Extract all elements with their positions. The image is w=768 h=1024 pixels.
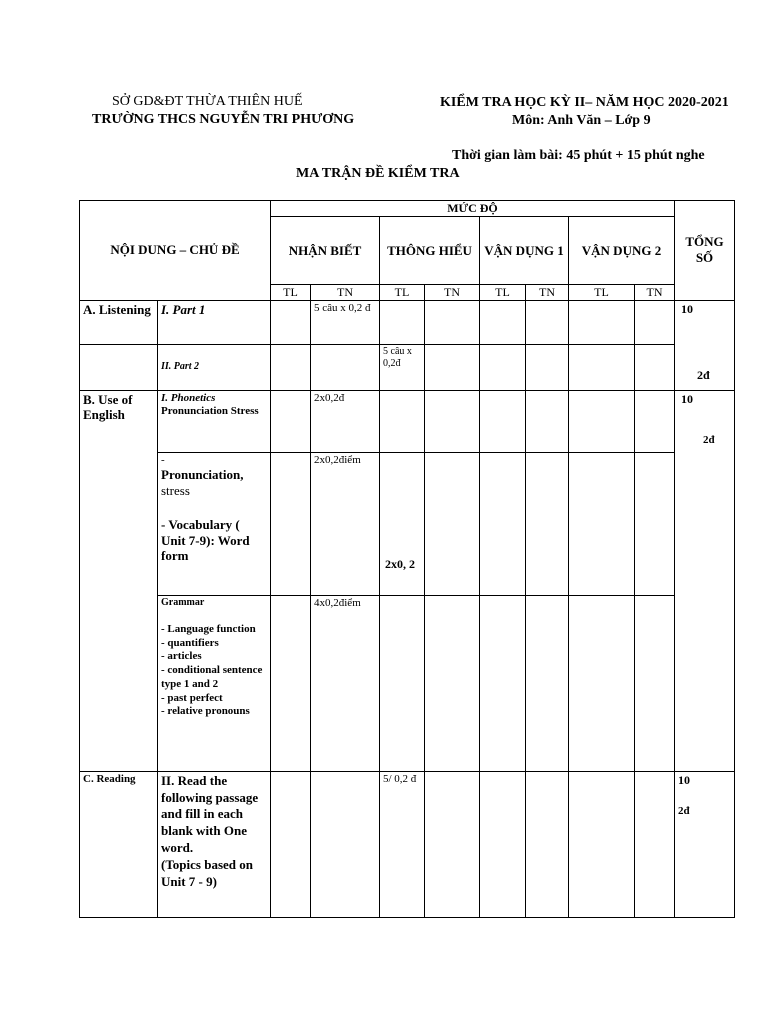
- cell-grammar-nb-tn: 4x0,2điểm: [311, 595, 380, 771]
- cell-vocab-nb-tn: 2x0,2điểm: [311, 452, 380, 595]
- cell-empty: [271, 344, 311, 390]
- cell-empty: [480, 771, 526, 917]
- total-english-count: 10: [681, 391, 693, 406]
- cell-empty: [380, 300, 425, 344]
- exam-title: KIỂM TRA HỌC KỲ II– NĂM HỌC 2020-2021: [440, 95, 729, 110]
- cell-empty: [271, 452, 311, 595]
- grammar-items: - Language function - quantifiers - articles - conditional sentence type 1 and 2 - past perfect - relative pronouns: [161, 622, 263, 718]
- sub-header-tn: TN: [311, 285, 380, 301]
- section-reading: C. Reading: [80, 771, 158, 917]
- cell-empty: [425, 452, 480, 595]
- cell-empty: [526, 771, 569, 917]
- cell-empty: [480, 595, 526, 771]
- cell-empty: [526, 344, 569, 390]
- level-van-dung-1: VẬN DỤNG 1: [480, 217, 569, 285]
- cell-empty: [635, 771, 675, 917]
- cell-empty: [380, 390, 425, 452]
- sub-header-tn: TN: [526, 285, 569, 301]
- time-line: Thời gian làm bài: 45 phút + 15 phút nghe: [452, 148, 705, 163]
- section-listening: A. Listening: [80, 300, 158, 344]
- cell-vocab-th-tl: [380, 452, 425, 595]
- cell-empty: [271, 390, 311, 452]
- vocab-pronunciation: Pronunciation,: [161, 467, 244, 483]
- cell-reading-th-tl: 5/ 0,2 đ: [380, 771, 425, 917]
- cell-empty: [271, 771, 311, 917]
- vocab-th-tl-value: 2x0, 2: [385, 556, 415, 571]
- cell-empty: [480, 452, 526, 595]
- cell-empty: [569, 300, 635, 344]
- cell-empty: [425, 300, 480, 344]
- sub-header-tl: TL: [271, 285, 311, 301]
- cell-empty: [380, 595, 425, 771]
- topic-vocabulary: [158, 452, 271, 595]
- test-matrix-table: [79, 200, 735, 918]
- cell-empty: [311, 344, 380, 390]
- level-nhan-biet: NHẬN BIẾT: [271, 217, 380, 285]
- cell-empty: [635, 344, 675, 390]
- cell-empty: [635, 452, 675, 595]
- cell-empty: [425, 595, 480, 771]
- grammar-title: Grammar: [161, 596, 205, 608]
- sub-header-tl: TL: [569, 285, 635, 301]
- level-header: MỨC ĐỘ: [271, 201, 675, 217]
- cell-empty: [526, 390, 569, 452]
- cell-empty: [526, 452, 569, 595]
- cell-empty: [569, 595, 635, 771]
- cell-empty: [271, 300, 311, 344]
- sub-header-tn: TN: [635, 285, 675, 301]
- phonetics-title: I. Phonetics: [161, 391, 216, 404]
- level-van-dung-2: VẬN DỤNG 2: [569, 217, 675, 285]
- matrix-title: MA TRẬN ĐỀ KIỂM TRA: [296, 166, 460, 181]
- cell-empty: [526, 595, 569, 771]
- cell-empty: [569, 452, 635, 595]
- total-listening: [675, 300, 735, 390]
- vocab-stress: stress: [161, 482, 190, 498]
- total-use-of-english: [675, 390, 735, 771]
- cell-part2-th-tl: 5 câu x 0,2đ: [380, 344, 425, 390]
- cell-empty: [425, 344, 480, 390]
- cell-empty: [569, 390, 635, 452]
- cell-empty: [569, 771, 635, 917]
- total-reading-count: 10: [678, 772, 690, 787]
- cell-empty: [271, 595, 311, 771]
- total-listening-points: 2đ: [697, 367, 710, 382]
- cell-empty: [480, 390, 526, 452]
- department-name: SỞ GD&ĐT THỪA THIÊN HUẾ: [112, 94, 303, 109]
- phonetics-body: Pronunciation Stress: [161, 405, 259, 418]
- school-name: TRƯỜNG THCS NGUYỄN TRI PHƯƠNG: [92, 112, 355, 127]
- cell-empty: [80, 344, 158, 390]
- cell-empty: [480, 344, 526, 390]
- topic-part-2: II. Part 2: [158, 344, 271, 390]
- section-use-of-english: B. Use of English: [80, 390, 158, 771]
- vocab-dash: -: [161, 453, 165, 466]
- cell-empty: [569, 344, 635, 390]
- topic-grammar: [158, 595, 271, 771]
- cell-empty: [635, 390, 675, 452]
- total-english-points: 2đ: [703, 433, 715, 446]
- topic-part-1: I. Part 1: [158, 300, 271, 344]
- sub-header-tl: TL: [380, 285, 425, 301]
- sub-header-tn: TN: [425, 285, 480, 301]
- cell-empty: [526, 300, 569, 344]
- cell-empty: [425, 390, 480, 452]
- cell-empty: [425, 771, 480, 917]
- content-topic-header: NỘI DUNG – CHỦ ĐỀ: [80, 201, 271, 301]
- cell-part1-nb-tn: 5 câu x 0,2 đ: [311, 300, 380, 344]
- sub-header-tl: TL: [480, 285, 526, 301]
- vocab-word-form: - Vocabulary ( Unit 7-9): Word form: [161, 516, 250, 564]
- total-reading-points: 2đ: [678, 805, 690, 818]
- subject-line: Môn: Anh Văn – Lớp 9: [512, 113, 651, 128]
- cell-empty: [480, 300, 526, 344]
- topic-phonetics: [158, 390, 271, 452]
- total-reading: [675, 771, 735, 917]
- total-header: TỔNG SỐ: [675, 201, 735, 301]
- cell-empty: [635, 300, 675, 344]
- total-listening-count: 10: [681, 301, 693, 316]
- cell-phonetics-nb-tn: 2x0,2đ: [311, 390, 380, 452]
- cell-empty: [635, 595, 675, 771]
- topic-reading: II. Read the following passage and fill in each blank with One word. (Topics based on Unit 7 - 9): [158, 771, 271, 917]
- level-thong-hieu: THÔNG HIỂU: [380, 217, 480, 285]
- cell-empty: [311, 771, 380, 917]
